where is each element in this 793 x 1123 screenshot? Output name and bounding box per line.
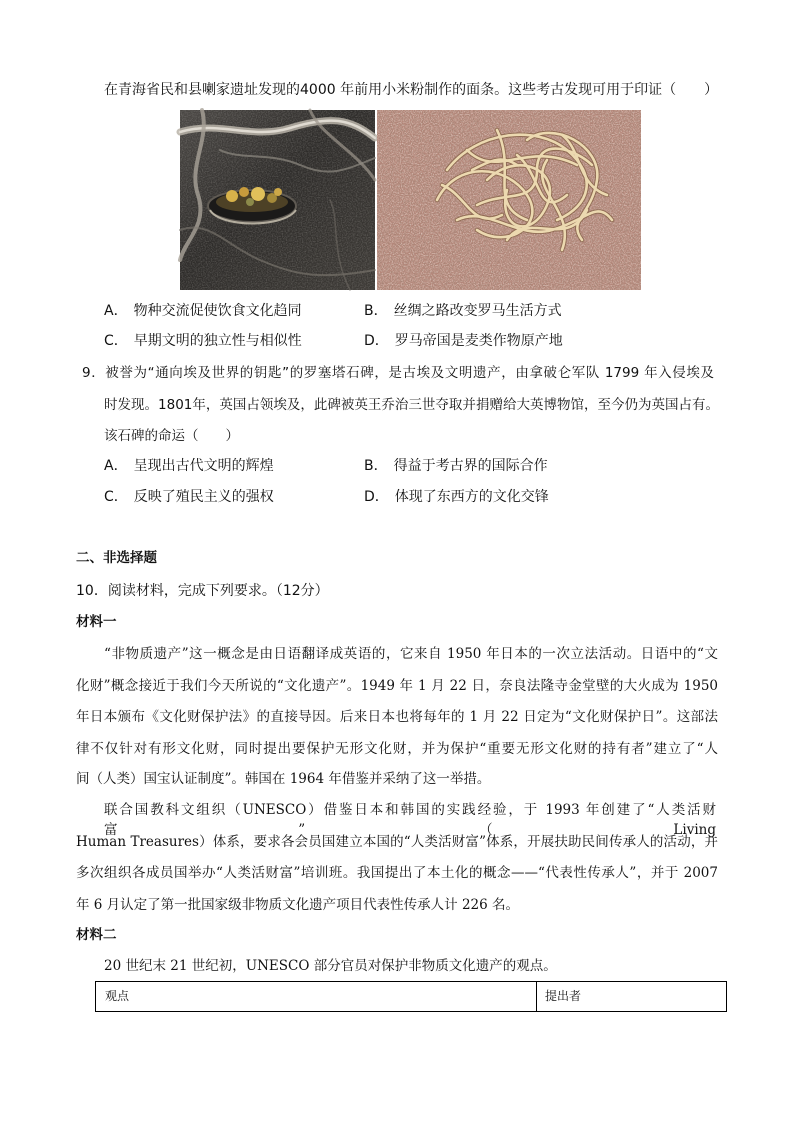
option-text: 罗马帝国是麦类作物原产地	[394, 333, 563, 349]
material-1-p1-line: 化财”概念接近于我们今天所说的“文化遗产”。1949 年 1 月 22 日，奈良法隆寺金堂壁的大火成为 1950	[76, 678, 718, 694]
q8-option-a	[104, 301, 302, 321]
q9-option-d	[364, 487, 549, 507]
bowl-artifact-photo	[180, 110, 375, 290]
material-1-p2-line: 联合国教科文组织（UNESCO）借鉴日本和韩国的实践经验，于 1993 年创建了“人类活财富”（Living	[104, 802, 716, 838]
material-1-p2-line: Human Treasures）体系，要求各会员国建立本国的“人类活财富”体系，开展扶助民间传承人的活动，并	[76, 834, 718, 850]
q9-stem-line-2: 时发现。1801年，英国占领埃及，此碑被英王乔治三世夺取并捐赠给大英博物馆，至今仍为英国占有。	[104, 397, 719, 413]
section-heading: 二、非选择题	[76, 550, 157, 566]
option-label: D．	[364, 333, 389, 349]
option-label: C．	[104, 333, 128, 349]
option-label: D．	[364, 489, 389, 505]
option-text: 反映了殖民主义的强权	[133, 489, 274, 505]
q8-option-d	[364, 331, 563, 351]
material-1-p1-line: 间（人类）国宝认证制度”。韩国在 1964 年借鉴并采纳了这一举措。	[76, 771, 491, 787]
option-label: C．	[104, 489, 128, 505]
q9-option-b	[364, 456, 548, 476]
q9-option-c	[104, 487, 274, 507]
option-text: 呈现出古代文明的辉煌	[133, 458, 274, 474]
q10-prompt: 10．阅读材料，完成下列要求。（12分）	[76, 583, 329, 599]
material-1-p1-line: 年日本颁布《文化财保护法》的直接导因。后来日本也将每年的 1 月 22 日定为“文化财保护日”。这部法	[76, 709, 718, 725]
material-1-p2-line: 年 6 月认定了第一批国家级非物质文化遗产项目代表性传承人计 226 名。	[76, 897, 520, 913]
option-text: 早期文明的独立性与相似性	[133, 333, 302, 349]
q8-stem: 在青海省民和县喇家遗址发现的4000 年前用小米粉制作的面条。这些考古发现可用于印证（ ）	[104, 82, 719, 98]
q8-option-c	[104, 331, 302, 351]
q9-stem-line-1	[82, 363, 714, 383]
material-2-intro: 20 世纪末 21 世纪初，UNESCO 部分官员对保护非物质文化遗产的观点。	[104, 958, 557, 974]
option-label: B．	[364, 303, 388, 319]
option-text: 体现了东西方的文化交锋	[394, 489, 549, 505]
noodle-remains-photo	[377, 110, 641, 290]
option-label: A．	[104, 303, 128, 319]
option-text: 物种交流促使饮食文化趋同	[133, 303, 302, 319]
question-number: 9．	[82, 365, 106, 381]
option-label: A．	[104, 458, 128, 474]
q8-option-b	[364, 301, 562, 321]
material-1-p1-line: 律不仅针对有形文化财，同时提出要保护无形文化财，并为保护“重要无形文化财的持有者”建立了“人	[76, 741, 718, 757]
q9-option-a	[104, 456, 274, 476]
option-label: B．	[364, 458, 388, 474]
table-header-proposer: 提出者	[545, 989, 582, 1003]
q9-stem-line-3: 该石碑的命运（ ）	[104, 428, 239, 444]
stem-text: 被誉为“通向埃及世界的钥匙”的罗塞塔石碑，是古埃及文明遗产，由拿破仑军队 1799 年入侵埃及	[105, 365, 714, 381]
viewpoint-table	[95, 981, 727, 1012]
material-2-label: 材料二	[76, 927, 117, 943]
material-1-label: 材料一	[76, 614, 117, 630]
material-1-p2-line: 多次组织各成员国举办“人类活财富”培训班。我国提出了本土化的概念——“代表性传承人”，并于 2007	[76, 865, 718, 881]
option-text: 得益于考古界的国际合作	[393, 458, 548, 474]
table-header-viewpoint: 观点	[96, 982, 537, 1011]
option-text: 丝绸之路改变罗马生活方式	[393, 303, 562, 319]
material-1-p1-line: “非物质遗产”这一概念是由日语翻译成英语的，它来自 1950 年日本的一次立法活动。日语中的“文	[104, 646, 718, 662]
